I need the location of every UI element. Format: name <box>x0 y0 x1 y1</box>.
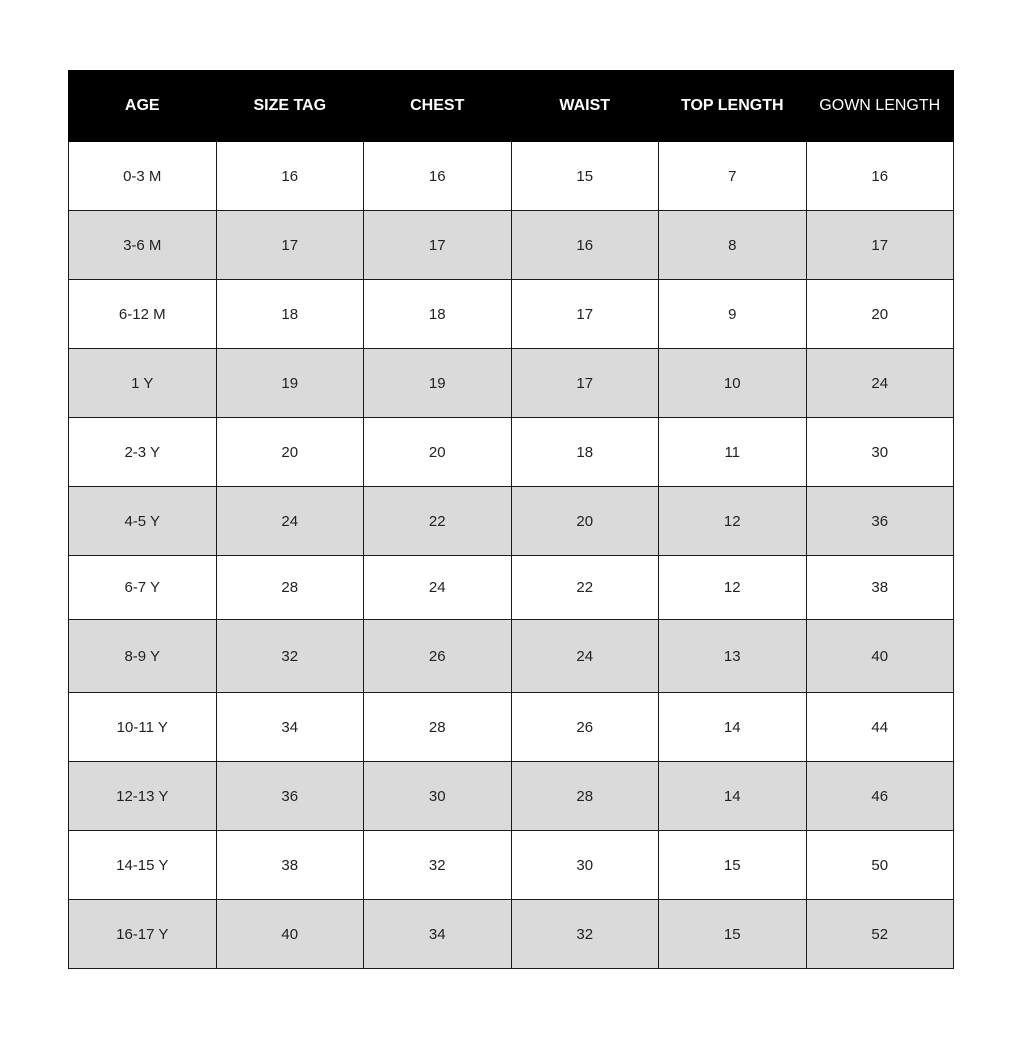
cell-chest: 16 <box>364 142 512 211</box>
table-row <box>69 693 954 762</box>
header-gown-length: GOWN LENGTH <box>806 71 954 142</box>
cell-chest: 17 <box>364 211 512 280</box>
header-chest: CHEST <box>364 71 512 142</box>
table-row <box>69 349 954 418</box>
cell-size-tag: 32 <box>216 620 364 693</box>
table-row <box>69 418 954 487</box>
cell-waist: 17 <box>511 280 659 349</box>
cell-age: 16-17 Y <box>69 900 217 969</box>
cell-gown-length: 38 <box>806 556 954 620</box>
table-row <box>69 556 954 620</box>
cell-age: 4-5 Y <box>69 487 217 556</box>
cell-top-length: 15 <box>659 831 807 900</box>
table-row <box>69 142 954 211</box>
cell-gown-length: 50 <box>806 831 954 900</box>
header-size-tag: SIZE TAG <box>216 71 364 142</box>
table-row <box>69 487 954 556</box>
cell-chest: 18 <box>364 280 512 349</box>
header-top-length: TOP LENGTH <box>659 71 807 142</box>
cell-waist: 28 <box>511 762 659 831</box>
cell-age: 6-12 M <box>69 280 217 349</box>
cell-gown-length: 16 <box>806 142 954 211</box>
cell-chest: 32 <box>364 831 512 900</box>
cell-waist: 18 <box>511 418 659 487</box>
cell-top-length: 14 <box>659 762 807 831</box>
cell-top-length: 7 <box>659 142 807 211</box>
cell-waist: 16 <box>511 211 659 280</box>
cell-size-tag: 36 <box>216 762 364 831</box>
cell-age: 12-13 Y <box>69 762 217 831</box>
cell-age: 8-9 Y <box>69 620 217 693</box>
cell-waist: 26 <box>511 693 659 762</box>
cell-size-tag: 24 <box>216 487 364 556</box>
cell-age: 10-11 Y <box>69 693 217 762</box>
cell-chest: 24 <box>364 556 512 620</box>
cell-top-length: 9 <box>659 280 807 349</box>
table-row <box>69 620 954 693</box>
cell-age: 1 Y <box>69 349 217 418</box>
header-age: AGE <box>69 71 217 142</box>
cell-chest: 26 <box>364 620 512 693</box>
cell-size-tag: 34 <box>216 693 364 762</box>
cell-top-length: 10 <box>659 349 807 418</box>
cell-age: 2-3 Y <box>69 418 217 487</box>
cell-size-tag: 38 <box>216 831 364 900</box>
cell-gown-length: 20 <box>806 280 954 349</box>
cell-chest: 28 <box>364 693 512 762</box>
cell-gown-length: 44 <box>806 693 954 762</box>
cell-top-length: 14 <box>659 693 807 762</box>
size-chart-table <box>68 70 954 969</box>
cell-age: 3-6 M <box>69 211 217 280</box>
cell-age: 0-3 M <box>69 142 217 211</box>
table-row <box>69 900 954 969</box>
cell-chest: 34 <box>364 900 512 969</box>
cell-chest: 22 <box>364 487 512 556</box>
cell-gown-length: 24 <box>806 349 954 418</box>
table-header-row <box>69 71 954 142</box>
cell-gown-length: 52 <box>806 900 954 969</box>
cell-top-length: 12 <box>659 556 807 620</box>
cell-size-tag: 18 <box>216 280 364 349</box>
table-row <box>69 280 954 349</box>
cell-chest: 30 <box>364 762 512 831</box>
cell-gown-length: 36 <box>806 487 954 556</box>
cell-waist: 17 <box>511 349 659 418</box>
cell-waist: 22 <box>511 556 659 620</box>
cell-top-length: 13 <box>659 620 807 693</box>
cell-size-tag: 17 <box>216 211 364 280</box>
cell-waist: 20 <box>511 487 659 556</box>
table-row <box>69 762 954 831</box>
cell-size-tag: 40 <box>216 900 364 969</box>
cell-gown-length: 40 <box>806 620 954 693</box>
cell-chest: 20 <box>364 418 512 487</box>
cell-waist: 32 <box>511 900 659 969</box>
cell-chest: 19 <box>364 349 512 418</box>
cell-age: 6-7 Y <box>69 556 217 620</box>
cell-waist: 15 <box>511 142 659 211</box>
cell-top-length: 15 <box>659 900 807 969</box>
header-waist: WAIST <box>511 71 659 142</box>
cell-top-length: 11 <box>659 418 807 487</box>
cell-age: 14-15 Y <box>69 831 217 900</box>
cell-size-tag: 16 <box>216 142 364 211</box>
cell-waist: 24 <box>511 620 659 693</box>
cell-top-length: 8 <box>659 211 807 280</box>
cell-gown-length: 30 <box>806 418 954 487</box>
cell-gown-length: 46 <box>806 762 954 831</box>
cell-size-tag: 28 <box>216 556 364 620</box>
cell-gown-length: 17 <box>806 211 954 280</box>
table-row <box>69 831 954 900</box>
cell-size-tag: 19 <box>216 349 364 418</box>
cell-size-tag: 20 <box>216 418 364 487</box>
cell-top-length: 12 <box>659 487 807 556</box>
cell-waist: 30 <box>511 831 659 900</box>
table-row <box>69 211 954 280</box>
